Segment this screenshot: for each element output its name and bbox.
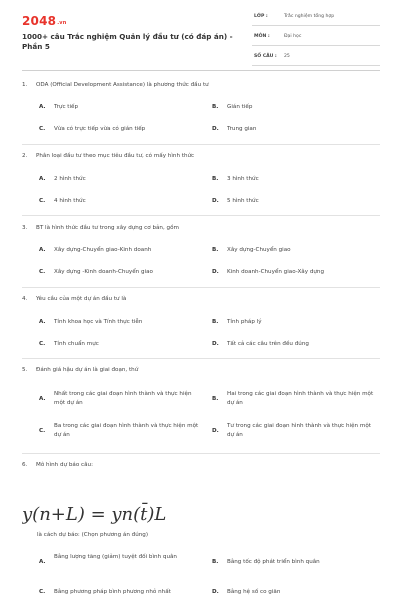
option-letter: C. — [39, 428, 46, 434]
meta-value: Trắc nghiệm tổng hợp — [284, 14, 335, 19]
page-title: 1000+ câu Trắc nghiệm Quản lý đầu tư (có đáp án) - Phần 5 — [22, 32, 233, 51]
option-letter: C. — [39, 589, 46, 595]
question-text — [22, 152, 352, 161]
question-divider — [22, 215, 380, 216]
option-text: Xây dựng-Chuyển giao — [227, 247, 291, 253]
option-text: Tính pháp lý — [227, 319, 262, 325]
option-letter: D. — [212, 269, 219, 275]
option-text: Tính khoa học và Tính thực tiễn — [54, 319, 143, 325]
meta-row-subject — [252, 31, 380, 46]
meta-label: SỐ CÂU : — [254, 54, 277, 59]
option-letter: B. — [212, 319, 219, 325]
question-divider — [22, 453, 380, 454]
option-text: Bằng lượng tăng (giảm) tuyệt đối bình quân — [54, 554, 177, 560]
header-divider — [22, 70, 380, 71]
question-number: 4. — [22, 296, 28, 302]
option-letter: B. — [212, 176, 219, 182]
option-letter: A. — [39, 559, 46, 565]
option-letter: D. — [212, 428, 219, 434]
question-number: 6. — [22, 462, 28, 468]
question-number: 1. — [22, 82, 28, 88]
option-letter: C. — [39, 126, 46, 132]
option-text: Nhất trong các giai đoạn hình thành và thực hiện một dự án — [54, 391, 192, 406]
question-text — [22, 461, 352, 470]
meta-value: Đại học — [284, 34, 302, 39]
option-letter: A. — [39, 176, 46, 182]
option-letter: B. — [212, 104, 219, 110]
option-text: Trực tiếp — [54, 104, 79, 110]
option-letter: B. — [212, 396, 219, 402]
option-text: 2 hình thức — [54, 176, 86, 182]
question-text — [22, 81, 352, 90]
option-letter: D. — [212, 341, 219, 347]
page-header — [0, 0, 400, 70]
option-text: Kinh doanh-Chuyển giao-Xây dựng — [227, 269, 325, 275]
meta-value: 25 — [284, 54, 290, 59]
option-text: Tính chuẩn mực — [54, 341, 99, 347]
option-letter: D. — [212, 126, 219, 132]
option-text: Vừa có trực tiếp vừa có gián tiếp — [54, 126, 146, 132]
question-stem: BT là hình thức đầu tư trong xây dựng cơ bản, gồm — [36, 225, 179, 231]
meta-info — [252, 11, 380, 71]
option-text: Bằng tốc độ phát triển bình quân — [227, 559, 320, 565]
option-text: 3 hình thức — [227, 176, 259, 182]
question-number: 3. — [22, 225, 28, 231]
meta-label: MÔN : — [254, 34, 270, 39]
option-text: 5 hình thức — [227, 198, 259, 204]
question-stem: Đánh giá hậu dự án là giai đoạn, thứ — [36, 367, 139, 373]
question-divider — [22, 144, 380, 145]
option-letter: A. — [39, 247, 46, 253]
option-letter: A. — [39, 396, 46, 402]
formula — [22, 494, 222, 534]
question-number: 5. — [22, 367, 28, 373]
option-letter: C. — [39, 198, 46, 204]
option-letter: D. — [212, 589, 219, 595]
question-stem: Phân loại đầu tư theo mục tiêu đầu tư, có mấy hình thức — [36, 153, 195, 159]
logo-text: 2048 — [22, 14, 57, 28]
question-text — [22, 224, 352, 233]
question-stem: Yêu cầu của một dự án đầu tư là — [36, 296, 127, 302]
option-letter: D. — [212, 198, 219, 204]
option-text: Ba trong các giai đoạn hình thành và thực hiện một dự án — [54, 423, 199, 438]
question-divider — [22, 358, 380, 359]
question-text — [22, 366, 352, 375]
question-number: 2. — [22, 153, 28, 159]
question-stem: Mô hình dự báo câu: — [36, 462, 93, 468]
meta-row-class — [252, 11, 380, 26]
option-letter: B. — [212, 559, 219, 565]
option-letter: C. — [39, 341, 46, 347]
option-text: Bằng phương pháp bình phương nhỏ nhất — [54, 589, 171, 595]
formula-svg — [22, 494, 222, 534]
question-divider — [22, 287, 380, 288]
question-stem: ODA (Official Development Assistance) là phương thức đầu tư — [36, 82, 209, 88]
site-logo[interactable] — [22, 14, 67, 28]
logo-suffix: .vn — [57, 20, 67, 26]
followup-text: là cách dự báo: (Chọn phương án đúng) — [37, 532, 149, 538]
formula-text: y(n+L) = yn(t̄)L — [22, 504, 167, 525]
option-letter: A. — [39, 104, 46, 110]
option-text: Xây dựng-Chuyển giao-Kinh doanh — [54, 247, 152, 253]
option-letter: C. — [39, 269, 46, 275]
option-text: Xây dựng -Kinh doanh-Chuyển giao — [54, 269, 153, 275]
option-letter: B. — [212, 247, 219, 253]
option-text: 4 hình thức — [54, 198, 86, 204]
option-text: Tất cả các câu trên đều đúng — [227, 341, 309, 347]
option-text: Hai trong các giai đoạn hình thành và thực hiện một dự án — [227, 391, 374, 406]
option-text: Gián tiếp — [227, 104, 253, 110]
option-text: Bằng hệ số co giãn — [227, 589, 281, 595]
option-letter: A. — [39, 319, 46, 325]
question-text — [22, 295, 352, 304]
option-text: Trung gian — [227, 126, 257, 132]
meta-row-count — [252, 51, 380, 66]
option-text: Tư trong các giai đoạn hình thành và thực hiện một dự án — [227, 423, 371, 438]
meta-label: LỚP : — [254, 14, 268, 19]
